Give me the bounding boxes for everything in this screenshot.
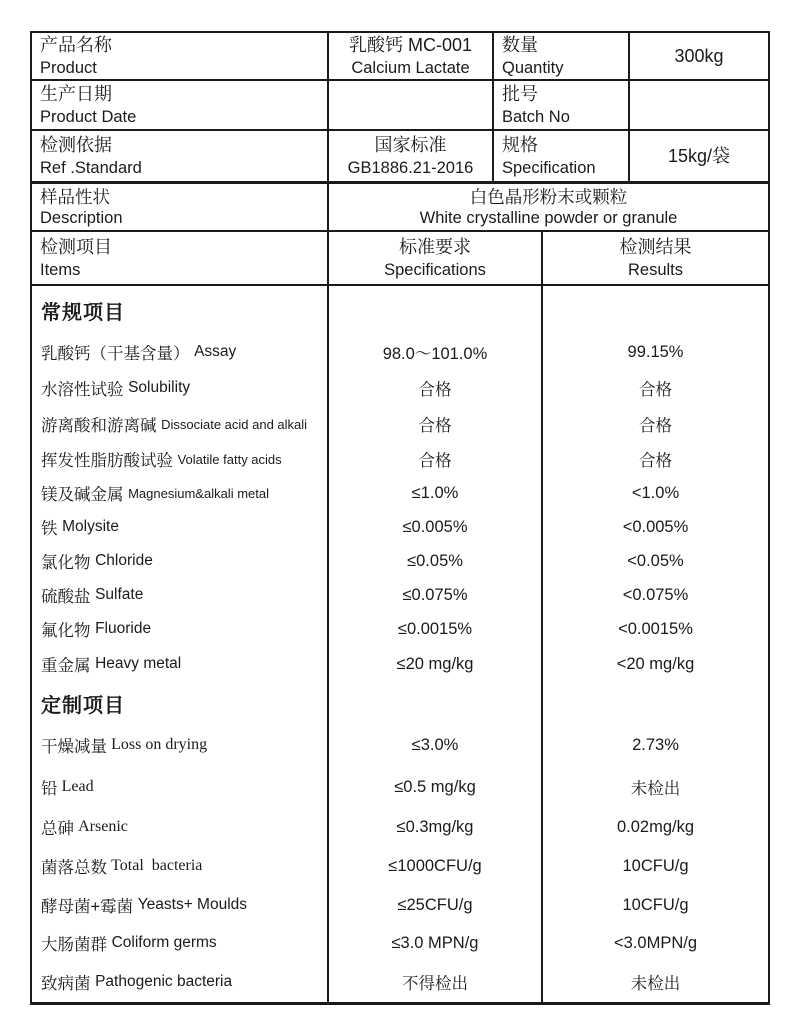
description-label-zh: 样品性状 [40, 186, 110, 207]
result-value [543, 286, 768, 334]
columns-header-row [32, 232, 768, 286]
item-label [32, 846, 329, 886]
product-value [329, 33, 494, 79]
spec-value: ≤0.05% [329, 544, 543, 578]
ref-standard-label [32, 131, 329, 181]
result-value: <1.0% [631, 483, 680, 502]
spec-value: ≤3.0 MPN/g [329, 924, 543, 962]
result-value: 未检出 [630, 780, 681, 798]
result-value: 10CFU/g [622, 895, 689, 914]
result-value: <0.005% [622, 517, 689, 536]
result-value: 2.73% [632, 735, 679, 754]
product-date-label-zh: 生产日期 [40, 83, 112, 104]
item-label-zh: 重金属 [41, 657, 96, 675]
results-header-en: Results [627, 260, 684, 279]
item-label-en: Total bacteria [111, 857, 203, 874]
product-value-zh: 乳酸钙 MC-001 [348, 34, 473, 55]
table-row [32, 442, 768, 476]
item-label-zh: 氟化物 [41, 622, 96, 640]
description-value [329, 184, 768, 230]
results-header-zh: 检测结果 [619, 236, 692, 257]
section-title-text: 常规项目 [41, 301, 125, 324]
ref-standard-value [329, 131, 494, 181]
table-row [32, 131, 768, 181]
coa-table [30, 31, 770, 1005]
result-value: 合格 [639, 417, 672, 435]
item-label-zh: 挥发性脂肪酸试验 [41, 452, 178, 470]
spec-value [329, 682, 543, 724]
result-value: 未检出 [630, 975, 681, 993]
table-row [32, 808, 768, 846]
item-label [32, 578, 329, 612]
item-label-zh: 干燥减量 [41, 737, 112, 756]
batch-no-label-zh: 批号 [502, 83, 538, 104]
item-label [32, 544, 329, 578]
item-label-zh: 镁及碱金属 [41, 486, 129, 504]
result-value: <0.075% [622, 585, 689, 604]
product-value-en: Calcium Lactate [351, 58, 470, 77]
items-header-zh: 检测项目 [40, 236, 112, 257]
spec-value: 98.0～101.0% [329, 334, 543, 370]
section-title [32, 682, 329, 724]
spec-value: ≤0.5 mg/kg [329, 766, 543, 808]
section-header-row [32, 682, 768, 724]
product-label [32, 33, 329, 79]
item-label-zh: 乳酸钙（干基含量） [41, 345, 195, 363]
product-label-en: Product [40, 58, 97, 77]
batch-no-label [494, 81, 630, 129]
batch-no-label-en: Batch No [502, 107, 570, 126]
item-label-zh: 总砷 [41, 819, 79, 838]
result-value: <20 mg/kg [616, 654, 695, 673]
specifications-header-en: Specifications [384, 260, 486, 279]
result-value [543, 682, 768, 724]
spec-value: 合格 [329, 406, 543, 442]
product-date-label [32, 81, 329, 129]
spec-value: ≤20 mg/kg [329, 646, 543, 682]
item-label [32, 962, 329, 1002]
result-value: <0.05% [627, 551, 684, 570]
item-label [32, 334, 329, 370]
item-label [32, 646, 329, 682]
item-label-zh: 大肠菌群 [41, 936, 112, 954]
item-label-zh: 水溶性试验 [41, 381, 129, 399]
item-label [32, 476, 329, 510]
ref-standard-label-zh: 检测依据 [40, 134, 112, 155]
table-row [32, 612, 768, 646]
item-label [32, 510, 329, 544]
quantity-label-zh: 数量 [502, 34, 538, 55]
batch-no-value [630, 81, 768, 129]
table-row [32, 962, 768, 1002]
section-header-row [32, 286, 768, 334]
results-column-header [543, 232, 768, 284]
spec-value: ≤0.0015% [329, 612, 543, 646]
table-row [32, 886, 768, 924]
table-row [32, 724, 768, 766]
spec-value: ≤3.0% [329, 724, 543, 766]
item-label-en: Volatile fatty acids [177, 451, 282, 467]
items-header-en: Items [40, 260, 81, 279]
product-label-zh: 产品名称 [40, 34, 112, 55]
item-label [32, 612, 329, 646]
quantity-label-en: Quantity [502, 58, 564, 77]
spec-value: ≤1.0% [329, 476, 543, 510]
item-label [32, 886, 329, 924]
item-label-en: Fluoride [95, 620, 152, 637]
table-row [32, 81, 768, 131]
ref-standard-value-en: GB1886.21-2016 [347, 158, 474, 177]
item-label-zh: 酵母菌+霉菌 [41, 898, 138, 916]
result-value: <3.0MPN/g [614, 933, 697, 952]
item-label-en: Solubility [128, 379, 191, 396]
specification-label [494, 131, 630, 181]
item-label-zh: 硫酸盐 [41, 588, 96, 606]
table-row [32, 846, 768, 886]
item-label-en: Assay [194, 343, 237, 360]
table-row [32, 924, 768, 962]
description-label [32, 184, 329, 230]
item-label-en: Sulfate [95, 586, 144, 603]
table-row [32, 334, 768, 370]
item-label-en: Coliform germs [111, 934, 217, 951]
item-label-en: Pathogenic bacteria [95, 973, 233, 990]
item-label [32, 370, 329, 406]
quantity-value [630, 33, 768, 79]
item-label-en: Dissociate acid and alkali [161, 416, 308, 432]
specification-value [630, 131, 768, 181]
spec-value [329, 286, 543, 334]
table-row [32, 578, 768, 612]
specifications-column-header [329, 232, 543, 284]
quantity-value-text: 300kg [674, 45, 724, 66]
item-label-zh: 氯化物 [41, 554, 96, 572]
item-label [32, 808, 329, 846]
item-label [32, 406, 329, 442]
spec-value: ≤0.075% [329, 578, 543, 612]
section-title-text: 定制项目 [41, 694, 125, 717]
item-label-en: Molysite [62, 518, 119, 535]
item-label [32, 724, 329, 766]
section-title [32, 286, 329, 334]
item-label-en: Yeasts+ Moulds [137, 896, 248, 913]
item-label-en: Chloride [95, 552, 153, 569]
result-value: 99.15% [627, 342, 684, 361]
item-label-zh: 铅 [41, 779, 62, 798]
specifications-header-zh: 标准要求 [399, 236, 471, 257]
item-label-zh: 菌落总数 [41, 858, 112, 877]
result-value: 合格 [639, 381, 672, 399]
header-section [32, 33, 768, 184]
item-label-zh: 铁 [41, 520, 63, 538]
description-value-zh: 白色晶形粉末或颗粒 [469, 186, 628, 207]
item-label [32, 766, 329, 808]
specification-label-zh: 规格 [502, 134, 538, 155]
description-row [32, 184, 768, 232]
table-row [32, 510, 768, 544]
table-row [32, 476, 768, 510]
result-value: 0.02mg/kg [616, 817, 695, 836]
items-column-header [32, 232, 329, 284]
description-value-en: White crystalline powder or granule [419, 208, 678, 227]
result-value: 10CFU/g [622, 856, 689, 875]
item-label [32, 442, 329, 476]
ref-standard-label-en: Ref .Standard [40, 158, 142, 177]
product-date-label-en: Product Date [40, 107, 137, 126]
item-label-zh: 致病菌 [41, 975, 96, 993]
item-label-zh: 游离酸和游离碱 [41, 417, 162, 435]
spec-value: ≤1000CFU/g [329, 846, 543, 886]
result-value: 合格 [639, 452, 672, 470]
table-row [32, 406, 768, 442]
item-label-en: Heavy metal [95, 655, 182, 672]
item-label-en: Lead [61, 778, 94, 795]
table-row [32, 646, 768, 682]
quantity-label [494, 33, 630, 79]
spec-value: 合格 [329, 370, 543, 406]
spec-value: 不得检出 [329, 962, 543, 1002]
specification-label-en: Specification [502, 158, 596, 177]
description-label-en: Description [40, 208, 123, 227]
spec-value: ≤25CFU/g [329, 886, 543, 924]
result-value: <0.0015% [618, 619, 693, 638]
table-row [32, 370, 768, 406]
item-label-en: Arsenic [78, 818, 128, 835]
item-label-en: Magnesium&alkali metal [128, 485, 269, 501]
items-body [32, 286, 768, 1002]
table-row [32, 544, 768, 578]
specification-value-text: 15kg/袋 [667, 145, 731, 166]
item-label-en: Loss on drying [111, 736, 208, 753]
spec-value: ≤0.005% [329, 510, 543, 544]
item-label [32, 924, 329, 962]
spec-value: ≤0.3mg/kg [329, 808, 543, 846]
table-row [32, 33, 768, 81]
table-row [32, 766, 768, 808]
ref-standard-value-zh: 国家标准 [374, 134, 447, 155]
spec-value: 合格 [329, 442, 543, 476]
product-date-value [329, 81, 494, 129]
